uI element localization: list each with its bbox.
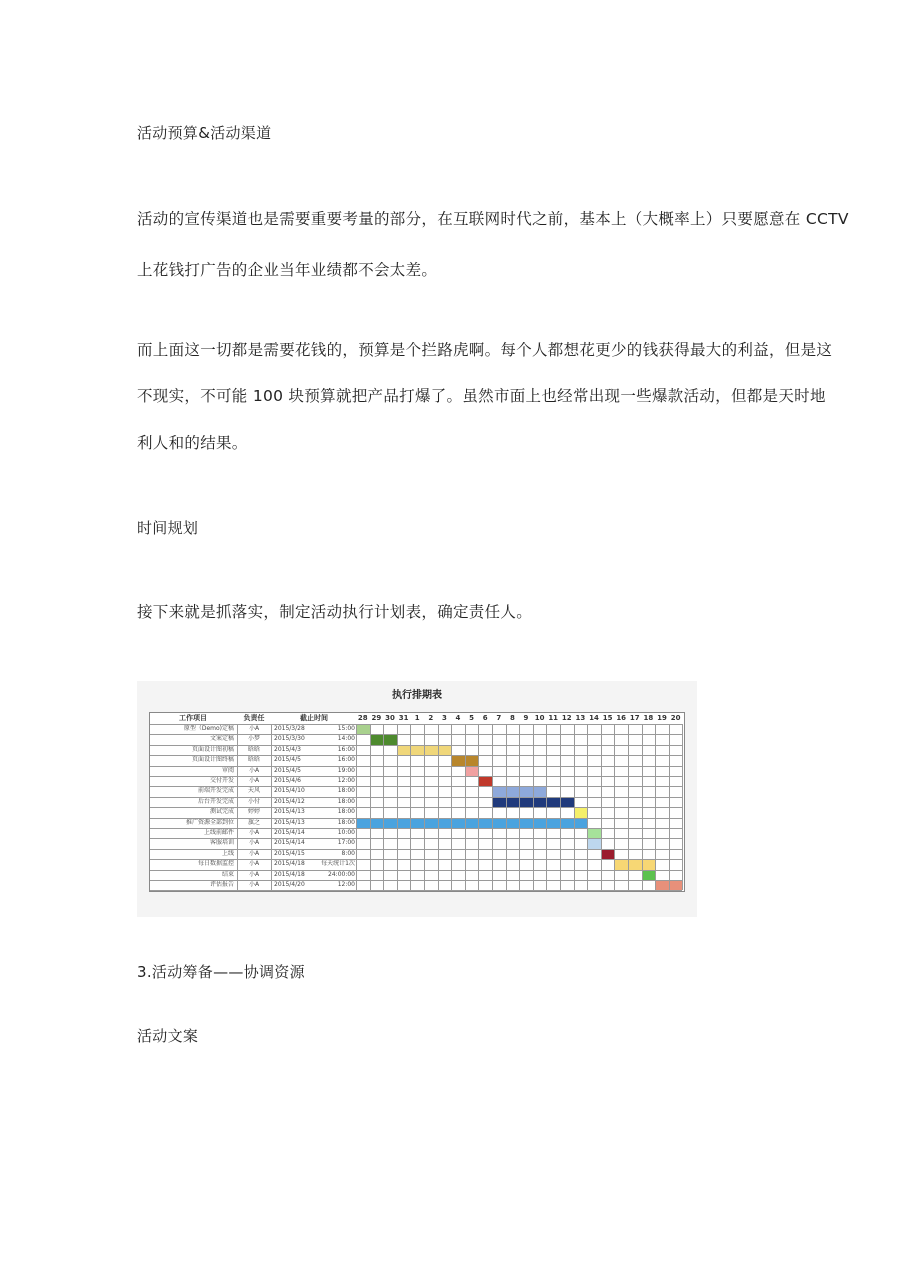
grid-column-line	[271, 724, 272, 890]
grid-day-line	[465, 724, 466, 890]
day-header: 31	[398, 714, 409, 722]
deadline-time: 18:00	[337, 808, 355, 816]
deadline-date: 2015/4/3	[274, 745, 301, 753]
day-header: 11	[548, 714, 559, 722]
task-name: 推广资源全部到位	[185, 818, 234, 826]
deadline-time: 15:00	[337, 725, 355, 732]
grid-day-line	[383, 724, 384, 890]
deadline-date: 2015/4/18	[274, 870, 305, 878]
task-name: 客服培训	[209, 839, 234, 847]
deadline-time: 18:00	[337, 797, 355, 805]
grid-row-line	[150, 880, 682, 881]
grid-row-line	[150, 766, 682, 767]
task-name: 页面设计图初稿	[191, 745, 234, 753]
day-header: 1	[414, 714, 420, 722]
owner-name: 小A	[248, 860, 260, 868]
deadline-date: 2015/4/10	[274, 787, 305, 795]
grid-row-line	[150, 797, 682, 798]
heading-activity-copy: 活动文案	[137, 1027, 199, 1045]
heading-time-planning: 时间规划	[137, 519, 199, 537]
schedule-chart	[137, 681, 697, 917]
deadline-date: 2015/4/6	[274, 777, 301, 784]
deadline-date: 2015/3/30	[274, 735, 305, 743]
gantt-bar	[356, 818, 587, 828]
grid-day-line	[478, 724, 479, 890]
grid-day-line	[574, 724, 575, 890]
gantt-bar	[587, 828, 601, 838]
deadline-date: 2015/4/5	[274, 766, 301, 774]
day-header: 20	[670, 714, 681, 722]
deadline-date: 2015/4/14	[274, 839, 305, 847]
owner-name: 小A	[248, 881, 260, 888]
owner-name: 小A	[248, 870, 260, 878]
grid-day-line	[492, 724, 493, 890]
owner-name: 小A	[248, 725, 260, 732]
deadline-time: 19:00	[337, 766, 355, 774]
deadline-date: 2015/4/13	[274, 818, 305, 826]
day-header: 29	[371, 714, 382, 722]
grid-day-line	[669, 724, 670, 890]
owner-name: 小A	[248, 829, 260, 836]
chart-title: 执行排期表	[392, 690, 442, 701]
grid-row-line	[150, 755, 682, 756]
deadline-date: 2015/4/12	[274, 797, 305, 805]
deadline-time: 16:00	[337, 745, 355, 753]
task-name: 原型（Demo)定稿	[183, 725, 234, 732]
deadline-time: 每天统计1次	[321, 860, 355, 868]
grid-day-line	[397, 724, 398, 890]
grid-day-line	[628, 724, 629, 890]
grid-day-line	[356, 724, 357, 890]
task-name: 页面设计图终稿	[191, 756, 234, 764]
grid-row-line	[150, 859, 682, 860]
paragraph-2-line-1: 而上面这一切都是需要花钱的，预算是个拦路虎啊。每个人都想花更少的钱获得最大的利益，但是这	[137, 341, 833, 359]
day-header: 18	[643, 714, 654, 722]
deadline-date: 2015/4/14	[274, 829, 305, 836]
owner-name: 小A	[248, 839, 260, 847]
column-header: 负责任	[243, 714, 265, 722]
grid-day-line	[614, 724, 615, 890]
grid-column-line	[237, 724, 238, 890]
grid-row-line	[150, 849, 682, 850]
column-header: 截止时间	[300, 714, 328, 722]
gantt-bar	[642, 870, 656, 880]
deadline-time: 12:00	[337, 881, 355, 888]
day-header: 8	[509, 714, 515, 722]
day-header: 7	[496, 714, 502, 722]
day-header: 10	[534, 714, 545, 722]
grid-row-line	[150, 734, 682, 735]
deadline-time: 14:00	[337, 735, 355, 743]
grid-day-line	[642, 724, 643, 890]
deadline-time: 12:00	[337, 777, 355, 784]
owner-name: 小A	[248, 777, 260, 784]
grid-row-line	[150, 724, 682, 725]
day-header: 13	[575, 714, 586, 722]
grid-row-line	[150, 890, 682, 891]
paragraph-1-line-1: 活动的宣传渠道也是需要重要考量的部分，在互联网时代之前，基本上（大概率上）只要愿意在 CCTV	[137, 210, 849, 228]
deadline-time: 24:00:00	[328, 870, 355, 878]
grid-row-line	[150, 807, 682, 808]
gantt-bar	[356, 724, 370, 734]
day-header: 17	[629, 714, 640, 722]
deadline-time: 17:00	[337, 839, 355, 847]
day-header: 19	[657, 714, 667, 722]
deadline-date: 2015/4/18	[274, 860, 305, 868]
owner-name: 小A	[248, 849, 260, 857]
heading-section-3: 3.活动筹备——协调资源	[137, 963, 305, 981]
day-header: 3	[441, 714, 447, 722]
deadline-time: 10:00	[337, 829, 355, 836]
grid-row-line	[150, 870, 682, 871]
gantt-bar	[465, 766, 479, 776]
paragraph-2-line-2: 不现实，不可能 100 块预算就把产品打爆了。虽然市面上也经常出现一些爆款活动，但都是天时地	[137, 387, 826, 405]
grid-day-line	[682, 724, 683, 890]
schedule-grid	[149, 712, 685, 892]
owner-name: 小梦	[247, 735, 260, 743]
task-name: 前端开发完成	[197, 787, 234, 795]
day-header: 30	[385, 714, 395, 722]
gantt-bar	[601, 849, 615, 859]
day-header: 14	[589, 714, 599, 722]
day-header: 5	[469, 714, 475, 722]
grid-day-line	[601, 724, 602, 890]
day-header: 6	[482, 714, 488, 722]
day-header: 16	[616, 714, 627, 722]
grid-day-line	[370, 724, 371, 890]
task-name: 交付开发	[209, 777, 234, 784]
task-name: 审阅	[221, 766, 234, 774]
deadline-date: 2015/4/13	[274, 808, 305, 816]
grid-day-line	[438, 724, 439, 890]
grid-row-line	[150, 745, 682, 746]
task-name: 上线	[221, 849, 234, 857]
grid-day-line	[655, 724, 656, 890]
owner-name: 小付	[247, 797, 260, 805]
gantt-bar	[574, 807, 588, 817]
grid-day-line	[451, 724, 452, 890]
grid-row-line	[150, 818, 682, 819]
owner-name: 晗晗	[247, 756, 260, 764]
grid-row-line	[150, 828, 682, 829]
grid-day-line	[424, 724, 425, 890]
owner-name: 婷婷	[247, 808, 260, 816]
day-header: 4	[455, 714, 461, 722]
task-name: 后台开发完成	[197, 797, 234, 805]
grid-day-line	[587, 724, 588, 890]
day-header: 9	[523, 714, 529, 722]
day-header: 28	[357, 714, 368, 722]
heading-budget-channel: 活动预算&活动渠道	[137, 124, 272, 142]
day-header: 15	[602, 714, 613, 722]
owner-name: 晗晗	[247, 745, 260, 753]
grid-day-line	[519, 724, 520, 890]
grid-day-line	[546, 724, 547, 890]
owner-name: 旗之	[247, 818, 260, 826]
deadline-date: 2015/4/20	[274, 881, 305, 888]
deadline-time: 8:00	[341, 849, 355, 857]
paragraph-1-line-2: 上花钱打广告的企业当年业绩都不会太差。	[137, 261, 438, 279]
task-name: 结束	[221, 870, 234, 878]
grid-day-line	[560, 724, 561, 890]
grid-day-line	[410, 724, 411, 890]
gantt-bar	[587, 838, 601, 848]
day-header: 2	[428, 714, 434, 722]
task-name: 每日数据监控	[197, 860, 234, 868]
task-name: 测试完成	[209, 808, 234, 816]
grid-row-line	[150, 838, 682, 839]
grid-row-line	[150, 776, 682, 777]
column-header: 工作项目	[179, 714, 207, 722]
gantt-bar	[478, 776, 492, 786]
deadline-date: 2015/3/28	[274, 725, 305, 732]
deadline-date: 2015/4/15	[274, 849, 305, 857]
task-name: 上线前邮件	[203, 829, 234, 836]
grid-row-line	[150, 786, 682, 787]
grid-day-line	[533, 724, 534, 890]
task-name: 文案定稿	[209, 735, 234, 743]
owner-name: 小A	[248, 766, 260, 774]
deadline-date: 2015/4/5	[274, 756, 301, 764]
paragraph-2-line-3: 利人和的结果。	[137, 434, 248, 452]
deadline-time: 18:00	[337, 818, 355, 826]
grid-day-line	[506, 724, 507, 890]
deadline-time: 16:00	[337, 756, 355, 764]
gantt-bar	[614, 859, 655, 869]
deadline-time: 18:00	[337, 787, 355, 795]
task-name: 评估报告	[209, 881, 234, 888]
day-header: 12	[561, 714, 572, 722]
paragraph-3: 接下来就是抓落实，制定活动执行计划表，确定责任人。	[137, 603, 533, 621]
owner-name: 天风	[247, 787, 260, 795]
